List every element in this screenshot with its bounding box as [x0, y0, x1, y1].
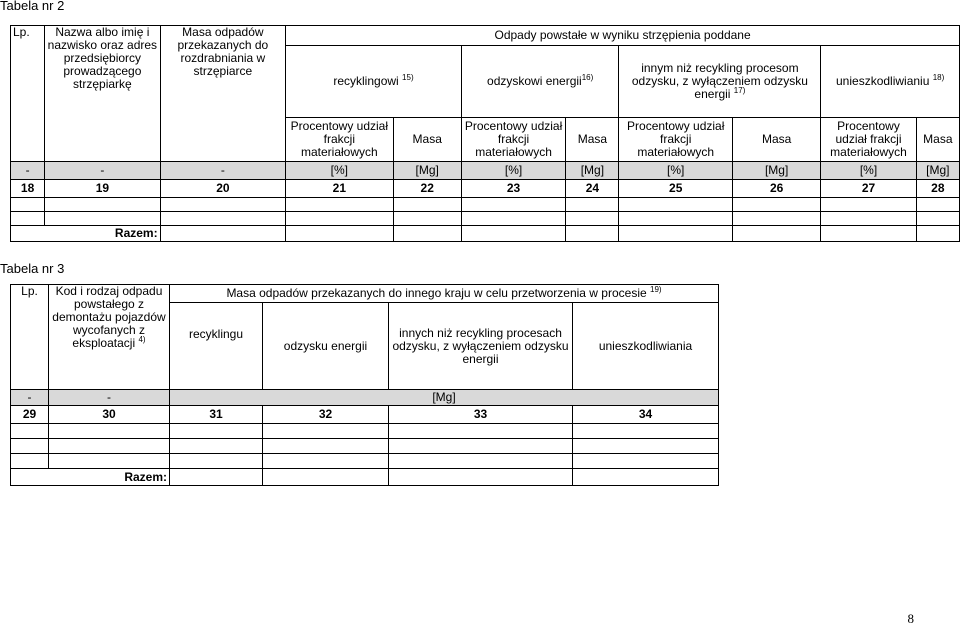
- table3-caption: Tabela nr 3: [0, 261, 65, 276]
- t3-col-number: 30: [49, 406, 170, 424]
- t2-unit: -: [45, 162, 160, 180]
- t2-unit: [Mg]: [393, 162, 461, 180]
- t3-header-disposal: unieszkodliwiania: [573, 303, 719, 390]
- t2-unit: [Mg]: [566, 162, 619, 180]
- t2-total-label: Razem:: [11, 226, 161, 242]
- t2-header-other-recovery: innym niż recykling procesom odzysku, z wyłączeniem odzysku energii $^{17)}$: [619, 46, 821, 118]
- t3-header-other-recovery: innych niż recykling procesach odzysku, z wyłączeniem odzysku energii: [389, 303, 573, 390]
- t3-total-label: Razem:: [11, 469, 170, 486]
- t2-col-number: 27: [821, 180, 916, 198]
- t2-mass-header: Masa: [732, 118, 820, 162]
- t2-header-name: Nazwa albo imię i nazwisko oraz adres przedsiębiorcy prowadzącego strzępiarkę: [45, 26, 160, 162]
- t2-header-energy: odzyskowi energii$^{16)}$: [461, 46, 619, 118]
- t2-unit: [Mg]: [916, 162, 959, 180]
- page-number: 8: [907, 611, 914, 626]
- t3-total-row: [11, 469, 719, 486]
- t2-col-number: 23: [461, 180, 565, 198]
- table2: [10, 25, 960, 242]
- t2-col-number: 24: [566, 180, 619, 198]
- t3-header-code: Kod i rodzaj odpadu powstałego z demontażu pojazdów wycofanych z eksploatacji $^{4)}$: [49, 285, 170, 390]
- t2-total-row: [11, 226, 960, 242]
- t2-col-number: 28: [916, 180, 959, 198]
- t3-col-number: 32: [263, 406, 389, 424]
- t2-mass-header: Masa: [566, 118, 619, 162]
- t2-header-disposal: unieszkodliwianiu $^{18)}$: [821, 46, 960, 118]
- t3-col-number: 31: [170, 406, 263, 424]
- t2-unit: [Mg]: [732, 162, 820, 180]
- t2-header-recycling: recyklingowi $^{15)}$: [286, 46, 462, 118]
- t2-mass-header: Masa: [916, 118, 959, 162]
- t3-col-number: 34: [573, 406, 719, 424]
- t2-unit: [%]: [821, 162, 916, 180]
- t2-empty-row: [11, 212, 960, 226]
- table3: [10, 284, 719, 486]
- t3-unit: [Mg]: [170, 390, 719, 406]
- t2-unit: [%]: [461, 162, 565, 180]
- t3-header-recycling: recyklingu: [170, 303, 263, 390]
- t3-units-row: [11, 390, 719, 406]
- t2-col-number: 25: [619, 180, 732, 198]
- t3-unit: -: [11, 390, 49, 406]
- t2-pct-header: Procentowy udział frakcji materiałowych: [821, 118, 916, 162]
- t3-header-group: Masa odpadów przekazanych do innego kraju w celu przetworzenia w procesie $^{19)}$: [170, 285, 719, 303]
- t2-col-number: 20: [160, 180, 286, 198]
- t2-header-lp: Lp.: [11, 26, 45, 162]
- t3-empty-row: [11, 424, 719, 439]
- t2-unit: -: [160, 162, 286, 180]
- t3-empty-row: [11, 439, 719, 454]
- t2-col-number: 18: [11, 180, 45, 198]
- t3-header-lp: Lp.: [11, 285, 49, 390]
- t2-col-number: 21: [286, 180, 393, 198]
- t2-header-mass: Masa odpadów przekazanych do rozdrabniania w strzępiarce: [160, 26, 286, 162]
- t2-pct-header: Procentowy udział frakcji materiałowych: [461, 118, 565, 162]
- t3-empty-row: [11, 454, 719, 469]
- t2-col-number: 19: [45, 180, 160, 198]
- t2-col-number: 22: [393, 180, 461, 198]
- t2-empty-row: [11, 198, 960, 212]
- t2-unit: [%]: [286, 162, 393, 180]
- t2-mass-header: Masa: [393, 118, 461, 162]
- t2-pct-header: Procentowy udział frakcji materiałowych: [619, 118, 732, 162]
- t2-header-group: Odpady powstałe w wyniku strzępienia poddane: [286, 26, 960, 46]
- t2-col-number: 26: [732, 180, 820, 198]
- t2-unit: -: [11, 162, 45, 180]
- t3-col-number: 33: [389, 406, 573, 424]
- table2-caption: Tabela nr 2: [0, 0, 65, 13]
- t2-pct-header: Procentowy udział frakcji materiałowych: [286, 118, 393, 162]
- t2-numbers-row: [11, 180, 960, 198]
- t2-unit: [%]: [619, 162, 732, 180]
- t3-col-number: 29: [11, 406, 49, 424]
- t3-header-energy: odzysku energii: [263, 303, 389, 390]
- t3-unit: -: [49, 390, 170, 406]
- t2-units-row: [11, 162, 960, 180]
- t3-numbers-row: [11, 406, 719, 424]
